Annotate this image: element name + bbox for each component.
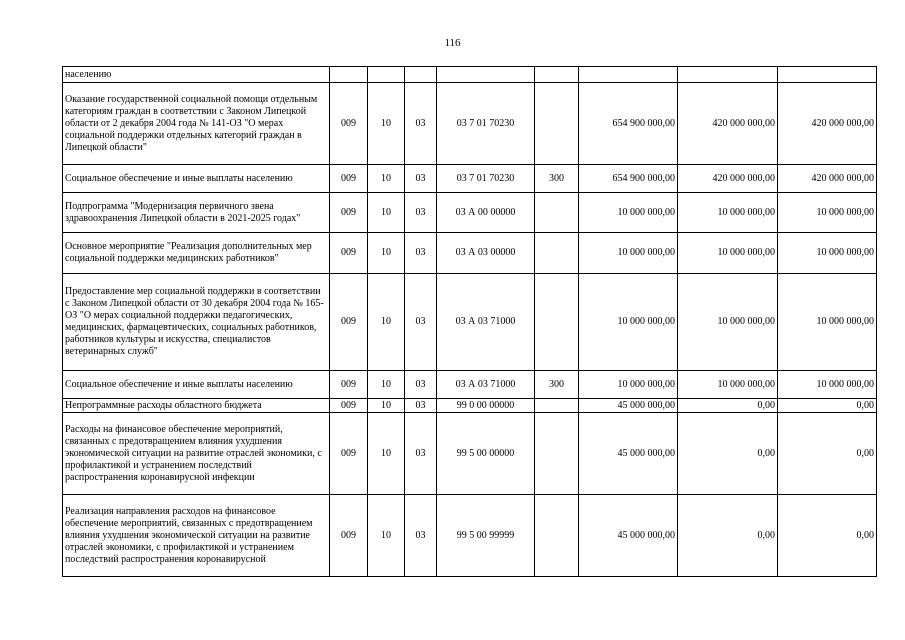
subsection-code: 03 [405, 495, 437, 577]
table-row [63, 193, 877, 233]
table-body [63, 67, 877, 577]
section-code [368, 67, 405, 83]
ministry-code: 009 [330, 233, 368, 274]
ministry-code: 009 [330, 495, 368, 577]
section-code: 10 [368, 83, 405, 165]
amount-2023: 10 000 000,00 [778, 274, 877, 371]
amount-2022: 0,00 [678, 413, 778, 495]
budget-table [62, 66, 877, 577]
target-article [437, 67, 535, 83]
table-row [63, 67, 877, 83]
amount-2023: 0,00 [778, 413, 877, 495]
amount-2022 [678, 67, 778, 83]
ministry-code [330, 67, 368, 83]
table-row [63, 371, 877, 399]
amount-2021: 10 000 000,00 [579, 233, 678, 274]
amount-2023: 10 000 000,00 [778, 193, 877, 233]
row-name: Оказание государственной социальной помощи отдельным категориям граждан в соответствии с Законом Липецкой области от 2 декабря 2004 года № 141-ОЗ "О мерах социальной поддержки отдельных категорий граждан в Липецкой области" [63, 83, 330, 165]
table-row [63, 413, 877, 495]
amount-2021: 45 000 000,00 [579, 399, 678, 413]
ministry-code: 009 [330, 413, 368, 495]
table-row [63, 165, 877, 193]
amount-2022: 420 000 000,00 [678, 83, 778, 165]
expense-type [535, 274, 579, 371]
target-article: 03 А 03 71000 [437, 371, 535, 399]
table-row [63, 399, 877, 413]
table-row [63, 233, 877, 274]
target-article: 99 0 00 00000 [437, 399, 535, 413]
target-article: 03 А 03 00000 [437, 233, 535, 274]
amount-2023 [778, 67, 877, 83]
subsection-code: 03 [405, 83, 437, 165]
target-article: 03 А 00 00000 [437, 193, 535, 233]
subsection-code: 03 [405, 165, 437, 193]
amount-2021: 45 000 000,00 [579, 413, 678, 495]
table-row [63, 83, 877, 165]
amount-2021: 654 900 000,00 [579, 165, 678, 193]
amount-2023: 10 000 000,00 [778, 371, 877, 399]
expense-type: 300 [535, 165, 579, 193]
section-code: 10 [368, 413, 405, 495]
target-article: 03 7 01 70230 [437, 165, 535, 193]
subsection-code [405, 67, 437, 83]
amount-2021: 10 000 000,00 [579, 371, 678, 399]
expense-type: 300 [535, 371, 579, 399]
amount-2023: 420 000 000,00 [778, 83, 877, 165]
amount-2022: 10 000 000,00 [678, 193, 778, 233]
subsection-code: 03 [405, 399, 437, 413]
subsection-code: 03 [405, 193, 437, 233]
page-number: 116 [444, 37, 461, 49]
amount-2021 [579, 67, 678, 83]
amount-2023: 420 000 000,00 [778, 165, 877, 193]
expense-type [535, 83, 579, 165]
amount-2023: 0,00 [778, 495, 877, 577]
section-code: 10 [368, 371, 405, 399]
row-name: Расходы на финансовое обеспечение мероприятий, связанных с предотвращением влияния ухудшения экономической ситуации на развитие отраслей экономики, с профилактикой и устранением последствий распространения коронавирусной инфекции [63, 413, 330, 495]
section-code: 10 [368, 165, 405, 193]
ministry-code: 009 [330, 399, 368, 413]
section-code: 10 [368, 495, 405, 577]
row-name: Подпрограмма "Модернизация первичного звена здравоохранения Липецкой области в 2021-2025 годах" [63, 193, 330, 233]
subsection-code: 03 [405, 371, 437, 399]
row-name: Социальное обеспечение и иные выплаты населению [63, 371, 330, 399]
row-name: Реализация направления расходов на финансовое обеспечение мероприятий, связанных с предотвращением влияния ухудшения экономической ситуации на развитие отраслей экономики, с профилактикой и устранением последствий распространения коронавирусной [63, 495, 330, 577]
row-name: Предоставление мер социальной поддержки в соответствии с Законом Липецкой области от 30 декабря 2004 года № 165-ОЗ "О мерах социальной поддержки педагогических, медицинских, фармацевтических, социальных работников, работников культуры и искусства, специалистов ветеринарных служб" [63, 274, 330, 371]
ministry-code: 009 [330, 274, 368, 371]
row-name: Основное мероприятие "Реализация дополнительных мер социальной поддержки медицинских работников" [63, 233, 330, 274]
ministry-code: 009 [330, 371, 368, 399]
target-article: 99 5 00 99999 [437, 495, 535, 577]
amount-2022: 10 000 000,00 [678, 274, 778, 371]
expense-type [535, 193, 579, 233]
expense-type [535, 495, 579, 577]
section-code: 10 [368, 274, 405, 371]
amount-2023: 10 000 000,00 [778, 233, 877, 274]
row-name: Непрограммные расходы областного бюджета [63, 399, 330, 413]
amount-2021: 10 000 000,00 [579, 193, 678, 233]
row-name: Социальное обеспечение и иные выплаты населению [63, 165, 330, 193]
amount-2023: 0,00 [778, 399, 877, 413]
subsection-code: 03 [405, 233, 437, 274]
target-article: 03 А 03 71000 [437, 274, 535, 371]
row-name: населению [63, 67, 330, 83]
amount-2022: 10 000 000,00 [678, 233, 778, 274]
table-row [63, 274, 877, 371]
amount-2021: 10 000 000,00 [579, 274, 678, 371]
ministry-code: 009 [330, 193, 368, 233]
table-row [63, 495, 877, 577]
section-code: 10 [368, 193, 405, 233]
amount-2021: 654 900 000,00 [579, 83, 678, 165]
subsection-code: 03 [405, 413, 437, 495]
section-code: 10 [368, 233, 405, 274]
amount-2022: 0,00 [678, 495, 778, 577]
amount-2022: 0,00 [678, 399, 778, 413]
amount-2022: 10 000 000,00 [678, 371, 778, 399]
subsection-code: 03 [405, 274, 437, 371]
expense-type [535, 399, 579, 413]
expense-type [535, 233, 579, 274]
target-article: 03 7 01 70230 [437, 83, 535, 165]
ministry-code: 009 [330, 165, 368, 193]
target-article: 99 5 00 00000 [437, 413, 535, 495]
ministry-code: 009 [330, 83, 368, 165]
amount-2021: 45 000 000,00 [579, 495, 678, 577]
section-code: 10 [368, 399, 405, 413]
amount-2022: 420 000 000,00 [678, 165, 778, 193]
expense-type [535, 67, 579, 83]
expense-type [535, 413, 579, 495]
